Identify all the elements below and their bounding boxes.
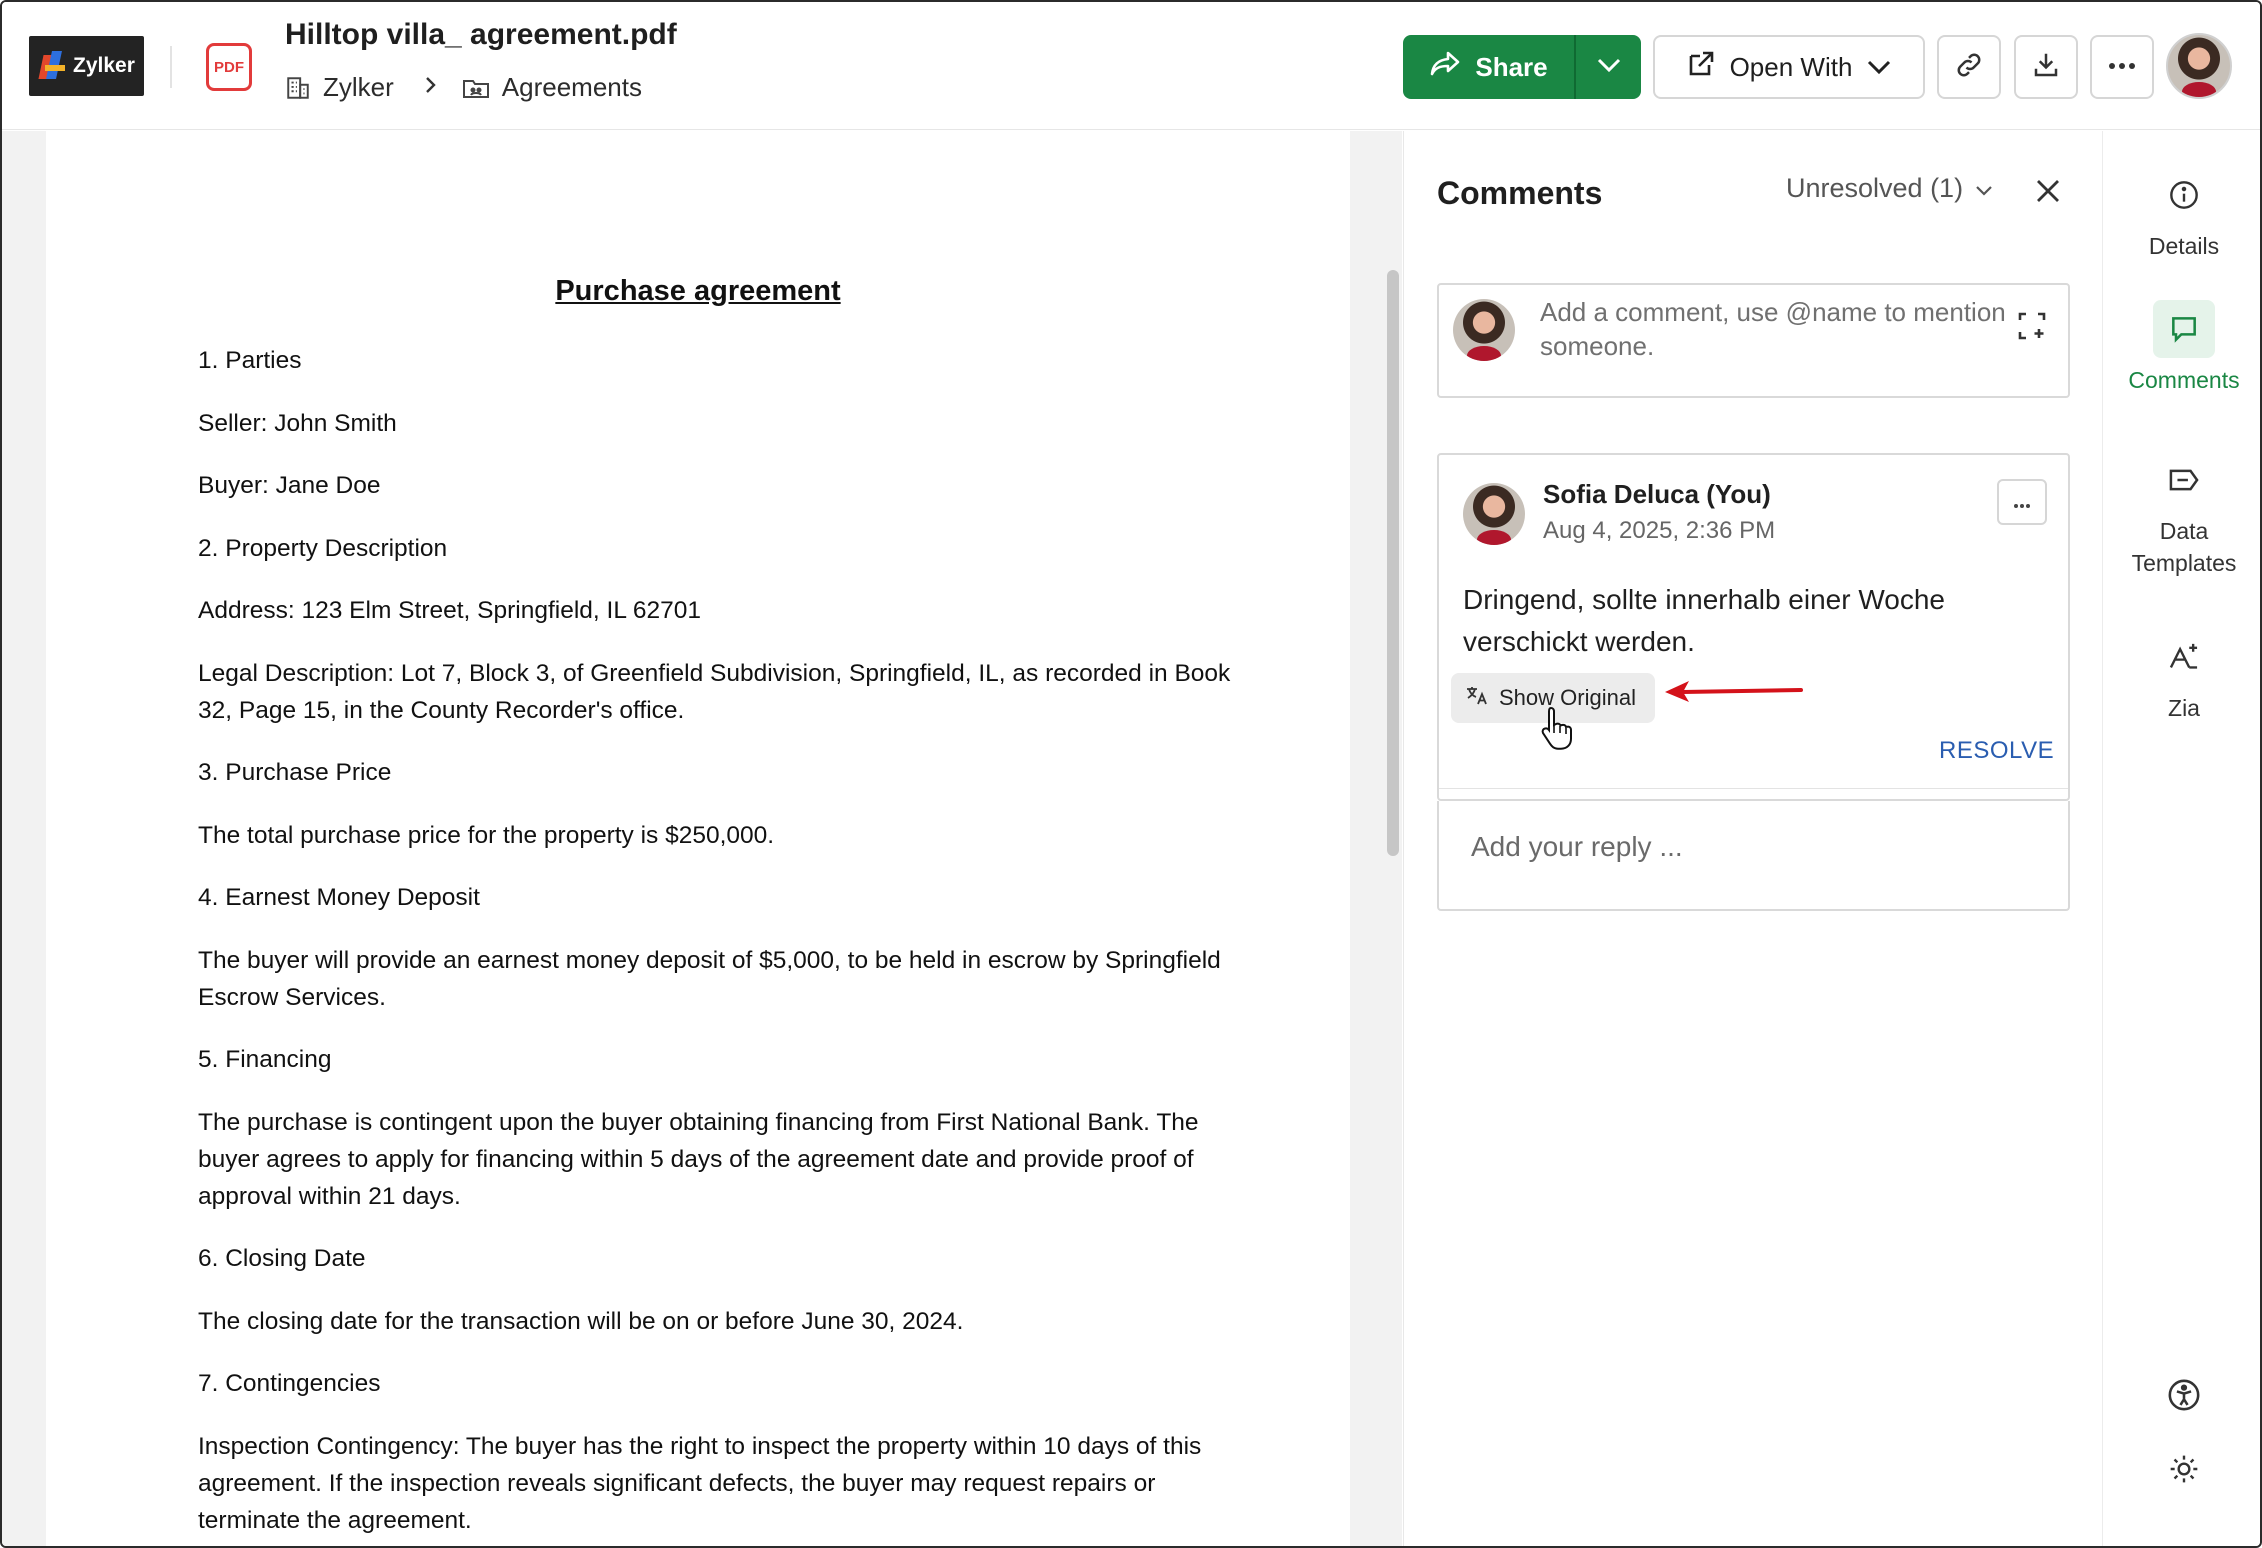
comment-text: Dringend, sollte innerhalb einer Woche verschickt werden. (1463, 584, 1945, 657)
header-divider (170, 46, 172, 88)
document-page (46, 131, 1350, 1548)
annotation-arrow-icon (1663, 678, 1803, 709)
building-icon (285, 75, 311, 101)
doc-paragraph: The total purchase price for the property is $250,000. (198, 821, 775, 849)
zia-icon (2153, 628, 2215, 686)
doc-paragraph: 5. Financing (198, 1046, 332, 1073)
screen-capture-button[interactable] (2017, 311, 2047, 346)
link-icon (1954, 50, 1984, 85)
more-options-button[interactable] (2090, 35, 2154, 99)
right-sidebar (2102, 131, 2262, 1548)
breadcrumb-label: Agreements (501, 72, 642, 102)
document-viewer (2, 131, 1402, 1548)
add-comment-input[interactable] (1437, 283, 2070, 398)
rail-item-data-templates[interactable] (2103, 451, 2262, 579)
reply-input[interactable] (1437, 801, 2070, 911)
chevron-down-icon (1596, 56, 1622, 79)
open-external-icon (1686, 49, 1716, 86)
doc-paragraph: 3. Purchase Price (198, 759, 392, 786)
document-body (198, 342, 1248, 1548)
brightness-icon (2168, 1453, 2200, 1490)
doc-paragraph: Legal Description: Lot 7, Block 3, of Greenfield Subdivision, Springfield, IL, as recorded in Book 32, Page 15, in the County Recorder's office. (198, 659, 1231, 724)
more-horizontal-icon (2107, 58, 2137, 76)
pdf-file-icon: PDF (206, 43, 252, 91)
open-with-label: Open With (1729, 51, 1853, 82)
avatar (1453, 299, 1515, 361)
doc-paragraph: Seller: John Smith (198, 409, 397, 437)
doc-paragraph: The purchase is contingent upon the buyer obtaining financing from First National Bank. The buyer agrees to apply for financing within 5 days of the agreement date and provide proof of approval within 21 days. (198, 1108, 1199, 1210)
rail-item-label: Templates (2131, 550, 2237, 576)
doc-paragraph: Address: 123 Elm Street, Springfield, IL 62701 (198, 597, 701, 624)
doc-paragraph: Buyer: Jane Doe (198, 472, 381, 499)
share-label: Share (1475, 51, 1548, 82)
share-button-group (1403, 35, 1641, 99)
comment-author: Sofia Deluca (You) (1543, 479, 1771, 509)
rail-item-details[interactable] (2103, 166, 2262, 262)
breadcrumb-item-agreements[interactable] (462, 72, 642, 103)
rail-item-comments[interactable] (2103, 300, 2262, 396)
zylker-logo-mark-icon (41, 51, 67, 81)
document-title: Purchase agreement (555, 275, 841, 307)
tag-icon (2153, 451, 2215, 509)
add-comment-placeholder: Add a comment, use @name to mention someone. (1540, 297, 2006, 361)
comment-icon (2153, 300, 2215, 358)
comments-panel-title: Comments (1437, 175, 1603, 211)
top-header (2, 2, 2260, 130)
breadcrumb (285, 72, 642, 103)
doc-paragraph: The buyer will provide an earnest money deposit of $5,000, to be held in escrow by Springfield Escrow Services. (198, 946, 1221, 1011)
show-original-label: Show Original (1499, 685, 1636, 710)
rail-item-label: Comments (2128, 367, 2240, 393)
share-button[interactable] (1403, 35, 1574, 99)
shared-folder-icon (462, 76, 490, 100)
doc-paragraph: 4. Earnest Money Deposit (198, 884, 480, 911)
doc-paragraph: Inspection Contingency: The buyer has the right to inspect the property within 10 days of this agreement. If the inspection reveals significant defects, the buyer may request repairs or terminate the agreement. (198, 1432, 1202, 1534)
comments-panel (1403, 131, 2102, 1548)
more-horizontal-icon (2013, 489, 2031, 515)
download-button[interactable] (2014, 35, 2078, 99)
accessibility-button[interactable] (2103, 1378, 2262, 1417)
doc-paragraph: 6. Closing Date (198, 1245, 366, 1272)
translate-icon (1465, 684, 1489, 712)
chevron-right-icon (422, 72, 438, 103)
theme-toggle-button[interactable] (2103, 1453, 2262, 1490)
doc-paragraph: 1. Parties (198, 347, 302, 374)
open-with-button[interactable] (1653, 35, 1925, 99)
resolve-button[interactable]: RESOLVE (1939, 737, 2055, 764)
rail-item-label: Zia (2168, 695, 2200, 721)
filter-label: Unresolved (1) (1786, 173, 1964, 203)
comment-card (1437, 453, 2070, 801)
rail-item-label: Details (2148, 233, 2220, 259)
download-icon (2031, 50, 2061, 85)
info-icon (2153, 166, 2215, 224)
accessibility-icon (2167, 1378, 2201, 1417)
breadcrumb-label: Zylker (323, 72, 394, 102)
comment-more-button[interactable] (1997, 479, 2047, 525)
avatar (1463, 483, 1525, 545)
breadcrumb-item-zylker[interactable] (285, 72, 394, 103)
zylker-logo[interactable] (29, 36, 144, 96)
share-dropdown-button[interactable] (1576, 35, 1641, 99)
logo-text: Zylker (73, 54, 135, 77)
doc-paragraph: The closing date for the transaction will be on or before June 30, 2024. (198, 1307, 964, 1335)
reply-placeholder: Add your reply ... (1471, 831, 1683, 862)
close-icon (2035, 178, 2061, 209)
doc-paragraph: 7. Contingencies (198, 1370, 381, 1397)
chevron-down-icon (1866, 52, 1892, 83)
rail-item-zia[interactable] (2103, 628, 2262, 724)
comment-divider (1439, 788, 2068, 789)
share-arrow-icon (1429, 50, 1461, 85)
user-avatar[interactable] (2166, 33, 2232, 99)
file-title[interactable]: Hilltop villa_ agreement.pdf (285, 18, 677, 51)
comment-date: Aug 4, 2025, 2:36 PM (1543, 517, 1776, 544)
doc-paragraph: 2. Property Description (198, 534, 448, 562)
rail-item-label: Data (2159, 518, 2209, 544)
hand-pointer-icon (1540, 705, 1576, 756)
copy-link-button[interactable] (1937, 35, 2001, 99)
close-panel-button[interactable] (2030, 175, 2066, 211)
comment-filter-dropdown[interactable] (1786, 173, 1993, 204)
chevron-down-icon (1975, 173, 1993, 204)
document-scrollbar[interactable] (1387, 270, 1399, 856)
screen-capture-icon (2017, 328, 2047, 345)
